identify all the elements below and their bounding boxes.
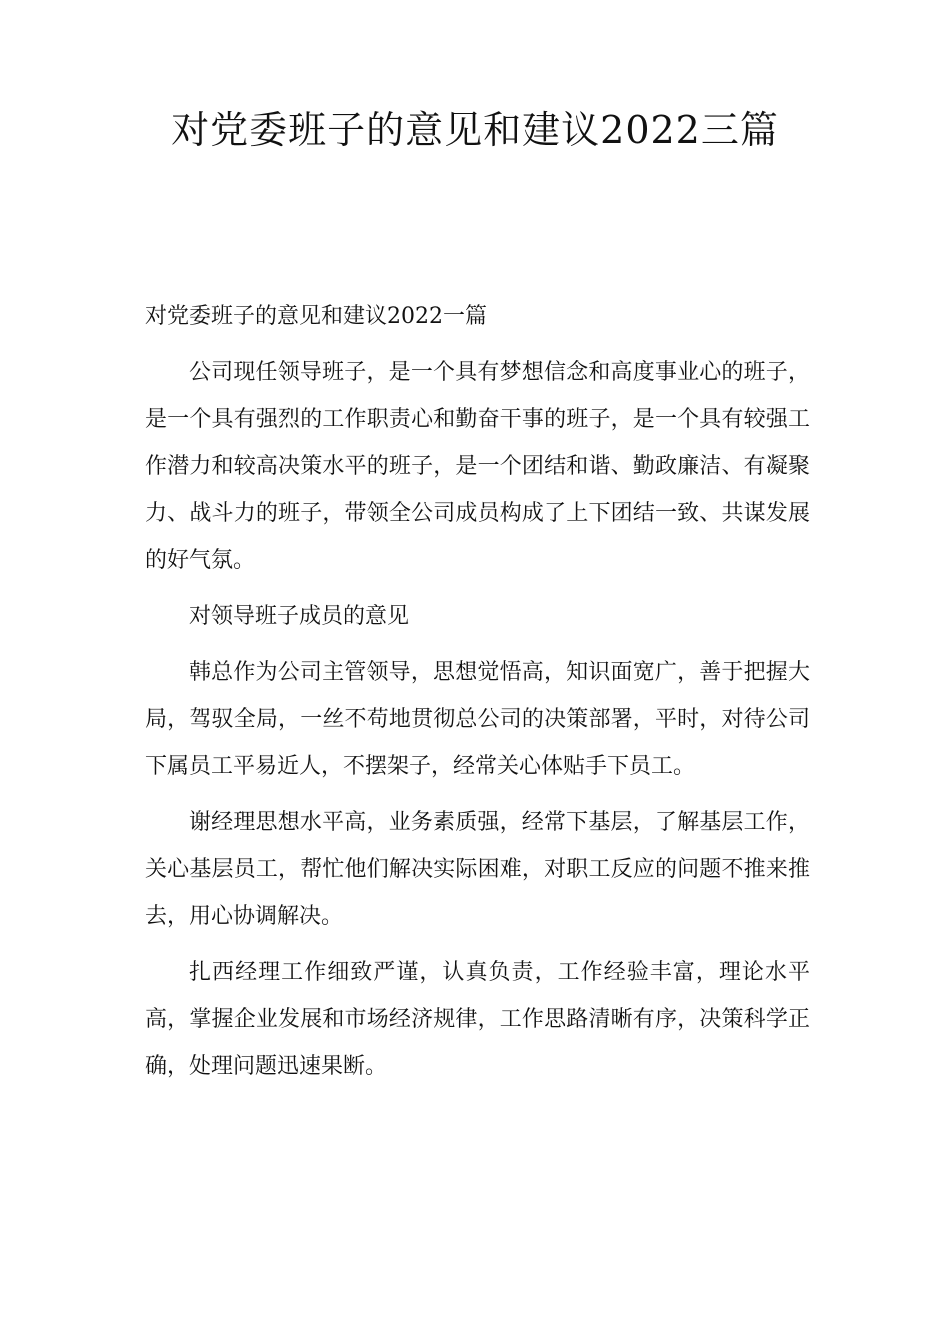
paragraph-zhaxi: 扎西经理工作细致严谨，认真负责，工作经验丰富，理论水平高，掌握企业发展和市场经济规律，工作思路清晰有序，决策科学正确，处理问题迅速果断。 [145, 960, 810, 1079]
paragraph-xie: 谢经理思想水平高，业务素质强，经常下基层，了解基层工作，关心基层员工，帮忙他们解决实际困难，对职工反应的问题不推来推去，用心协调解决。 [145, 810, 810, 929]
document-body [145, 293, 810, 1099]
paragraph-members-heading: 对领导班子成员的意见 [189, 604, 410, 629]
section-heading: 对党委班子的意见和建议2022一篇 [145, 304, 487, 329]
paragraph-han: 韩总作为公司主管领导，思想觉悟高，知识面宽广，善于把握大局，驾驭全局，一丝不苟地贯彻总公司的决策部署，平时，对待公司下属员工平易近人，不摆架子，经常关心体贴手下员工。 [145, 660, 810, 779]
paragraph-team-overview: 公司现任领导班子，是一个具有梦想信念和高度事业心的班子，是一个具有强烈的工作职责心和勤奋干事的班子，是一个具有较强工作潜力和较高决策水平的班子，是一个团结和谐、勤政廉洁、有凝聚力、战斗力的班子，带领全公司成员构成了上下团结一致、共谋发展的好气氛。 [145, 360, 810, 573]
document-title: 对党委班子的意见和建议2022三篇 [171, 108, 779, 152]
